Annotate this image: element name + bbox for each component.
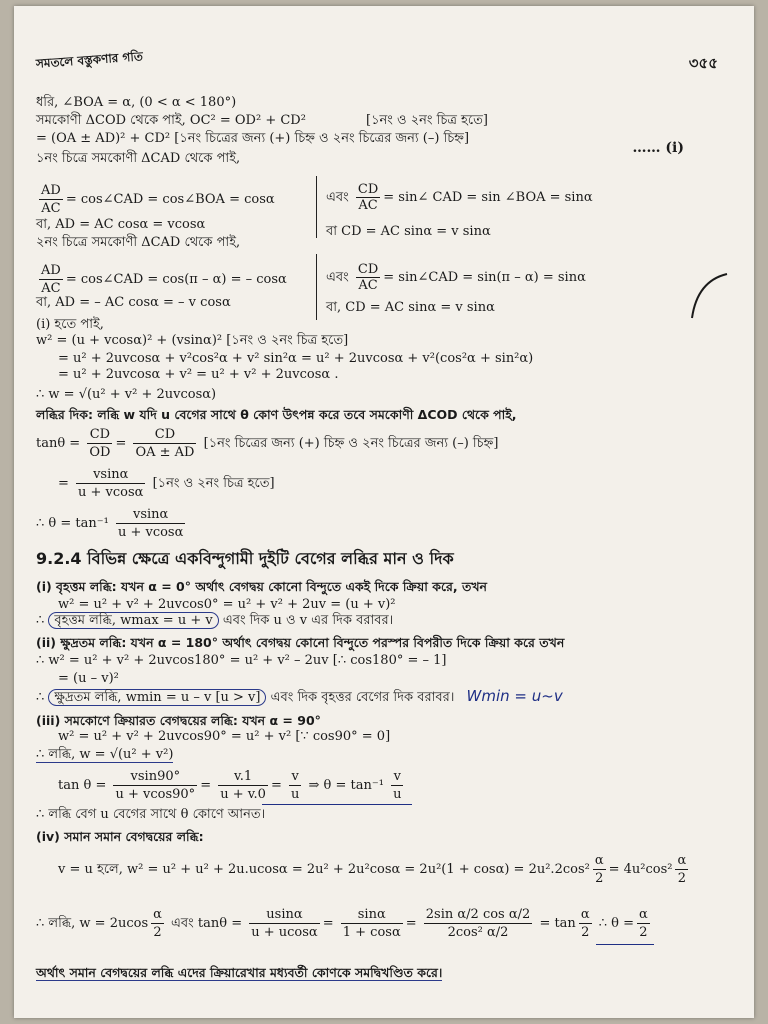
text-line: w² = u² + v² + 2uvcos90° = u² + v² [∵ cos90° = 0] <box>58 729 391 744</box>
text-line: tan θ = $\frac{vsin90^\circ}{u + vcos90^\circ}$ = $\frac{v.1}{u + v.0}$ = $\frac{v}{u}$ ⇒ θ = tan⁻¹ $\frac{v}{u}$ <box>58 769 402 802</box>
text-line: বা CD = AC sinα = v sinα <box>326 224 491 239</box>
text-line: = u² + 2uvcosα + v² = u² + v² + 2uvcosα . <box>58 367 339 382</box>
text-line: = (u – v)² <box>58 671 119 686</box>
text-line: ∴ বৃহত্তম লব্ধি, wmax = u + v এবং দিক u ও v এর দিক বরাবর। <box>36 613 394 628</box>
text-line: ∴ θ = tan⁻¹ $\frac{vsin\alpha}{u + vcos\alpha}$ <box>36 507 184 540</box>
pen-mark <box>682 268 742 328</box>
text-line: অর্থাৎ সমান বেগদ্বয়ের লব্ধি এদের ক্রিয়ারেখার মধ্যবর্তী কোণকে সমদ্বিখণ্ডিত করে। <box>36 965 443 980</box>
text-line: $\frac{AD}{AC}$ = cos∠CAD = cos∠BOA = cosα <box>41 183 275 216</box>
text-line: বা, CD = AC sinα = v sinα <box>326 300 495 315</box>
running-header: সমতলে বস্তুকণার গতি <box>35 49 144 71</box>
section-heading: 9.2.4 বিভিন্ন ক্ষেত্রে একবিন্দুগামী দুইটি বেগের লব্ধির মান ও দিক <box>36 549 454 568</box>
pen-underline <box>262 804 412 805</box>
text-line: ∴ ক্ষুদ্রতম লব্ধি, wmin = u – v [u > v] এবং দিক বৃহত্তর বেগের দিক বরাবর। Wmin = u~v <box>36 687 563 705</box>
text-line: $\frac{AD}{AC}$ = cos∠CAD = cos(π – α) = – cosα <box>41 263 287 296</box>
text-line: ২নং চিত্রে সমকোণী ΔCAD থেকে পাই, <box>36 235 241 250</box>
text-line: এবং $\frac{CD}{AC}$ = sin∠ CAD = sin ∠BOA = sinα <box>326 182 593 213</box>
column-divider <box>316 176 317 238</box>
text-line: ∴ w = √(u² + v² + 2uvcosα) <box>36 387 217 402</box>
text-line: w² = (u + vcosα)² + (vsinα)² [১নং ও ২নং চিত্র হতে] <box>36 333 349 348</box>
text-line: (iii) সমকোণে ক্রিয়ারত বেগদ্বয়ের লব্ধি: যখন α = 90° <box>36 713 321 728</box>
text-line: (i) বৃহত্তম লব্ধি: যখন α = 0° অর্থাৎ বেগদ্বয় কোনো বিন্দুতে একই দিকে ক্রিয়া করে, তখন <box>36 579 488 594</box>
text-line: = $\frac{vsin\alpha}{u + vcos\alpha}$ [১নং ও ২নং চিত্র হতে] <box>58 467 275 500</box>
text-line: ∴ লব্ধি বেগ u বেগের সাথে θ কোণে আনত। <box>36 807 266 822</box>
text-line: সমকোণী ΔCOD থেকে পাই, OC² = OD² + CD² [১নং ও ২নং চিত্র হতে] <box>36 113 488 128</box>
text-line: = u² + 2uvcosα + v²cos²α + v² sin²α = u² + 2uvcosα + v²(cos²α + sin²α) <box>58 351 534 366</box>
text-line: ∴ w² = u² + v² + 2uvcos180° = u² + v² – 2uv [∴ cos180° = – 1] <box>36 653 447 668</box>
text-line: w² = u² + v² + 2uvcos0° = u² + v² + 2uv = (u + v)² <box>58 597 396 612</box>
text-line: ∴ লব্ধি, w = √(u² + v²) <box>36 747 174 762</box>
text-line: (iv) সমান সমান বেগদ্বয়ের লব্ধি: <box>36 829 204 844</box>
textbook-page <box>14 6 754 1018</box>
text-line: লব্ধির দিক: লব্ধি w যদি u বেগের সাথে θ কোণ উৎপন্ন করে তবে সমকোণী ΔCOD থেকে পাই, <box>36 407 517 422</box>
text-line: বা, AD = AC cosα = vcosα <box>36 217 206 232</box>
text-line: ধরি, ∠BOA = α, (0 < α < 180°) <box>36 95 237 110</box>
pen-underline <box>596 944 654 945</box>
text-line: (ii) ক্ষুদ্রতম লব্ধি: যখন α = 180° অর্থাৎ বেগদ্বয় কোনো বিন্দুতে পরস্পর বিপরীত দিকে ক্রিয়া করে তখন <box>36 635 565 650</box>
column-divider <box>316 254 317 320</box>
text-line: = (OA ± AD)² + CD² [১নং চিত্রের জন্য (+) চিহ্ন ও ২নং চিত্রের জন্য (–) চিহ্ন] <box>36 131 470 146</box>
text-line: (i) হতে পাই, <box>36 317 104 332</box>
equation-ref: …… (i) <box>632 140 684 156</box>
page-number: ৩৫৫ <box>688 54 718 72</box>
text-line: tanθ = $\frac{CD}{OD}$ = $\frac{CD}{OA \pm AD}$ [১নং চিত্রের জন্য (+) চিহ্ন ও ২নং চিত্রের জন্য (–) চিহ্ন] <box>36 427 499 460</box>
text-line: ∴ লব্ধি, w = 2ucos $\frac{\alpha}{2}$ এবং tanθ = $\frac{usin\alpha}{u + ucos\alpha}$ = $\frac{\sin\alpha}{1 + \cos\alpha}$ = $\frac{\text{2sin α/2 cos α/2}}{\text{2cos² α/2}}$ = tan $\frac{\alpha}{2}$ ∴ θ = $\frac{\alpha}{2}$ <box>36 907 648 940</box>
text-line: ১নং চিত্রে সমকোণী ΔCAD থেকে পাই, <box>36 151 241 166</box>
text-line: বা, AD = – AC cosα = – v cosα <box>36 295 231 310</box>
text-line: v = u হলে, w² = u² + u² + 2u.ucosα = 2u² + 2u²cosα = 2u²(1 + cosα) = 2u².2cos² $\frac{\alpha}{2}$ = 4u²cos² $\frac{\alpha}{2}$ <box>58 853 687 886</box>
text-line: এবং $\frac{CD}{AC}$ = sin∠CAD = sin(π – α) = sinα <box>326 262 586 293</box>
handwritten-note: Wmin = u~v <box>466 687 563 705</box>
